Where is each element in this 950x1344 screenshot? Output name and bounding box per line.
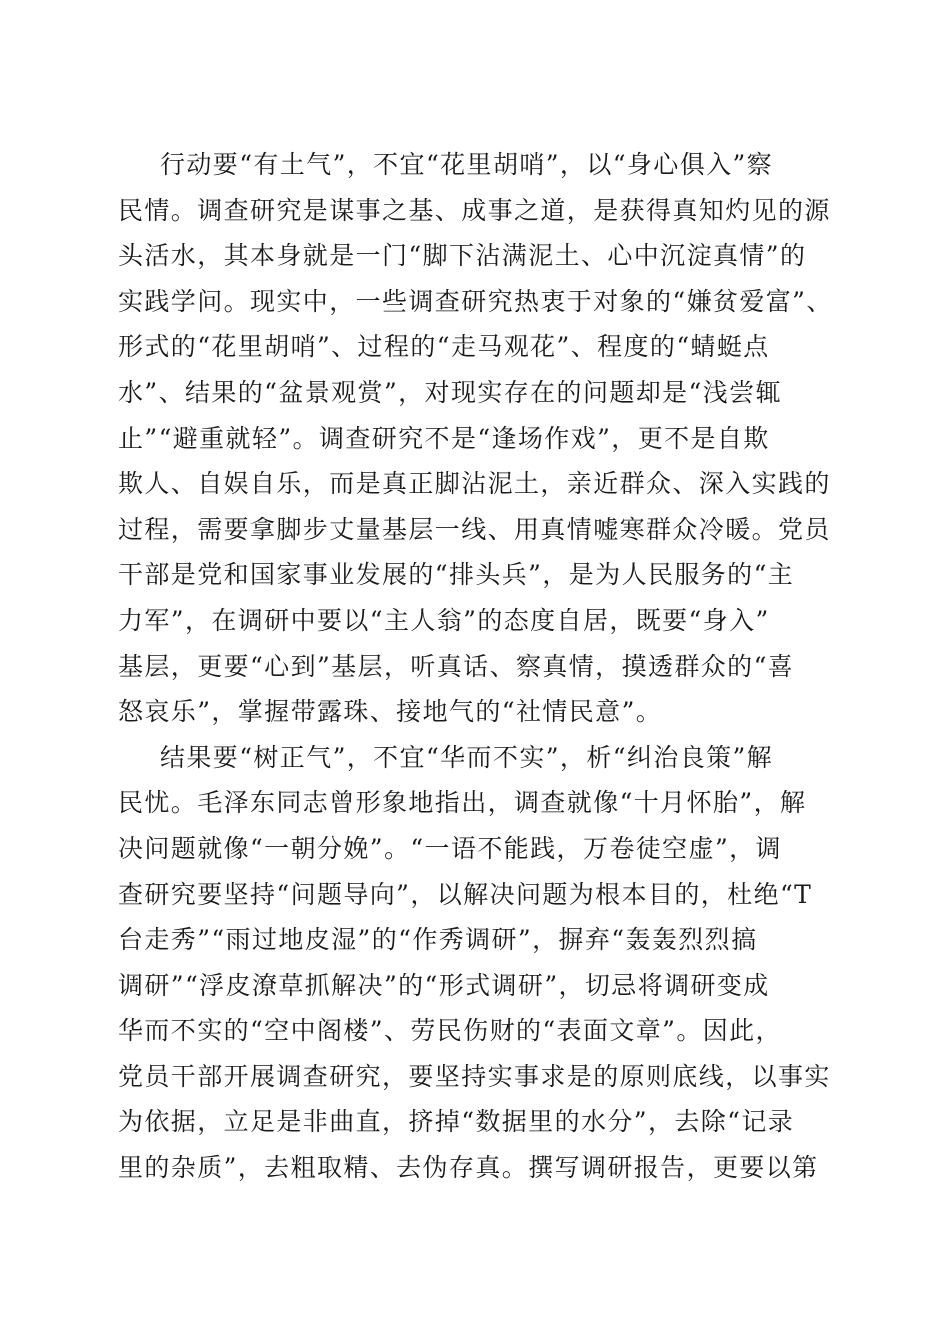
paragraph-line: 行动要“有土气”，不宜“花里胡哨”，以“身心俱入”察 <box>160 150 774 179</box>
paragraph-line: 怒哀乐”，掌握带露珠、接地气的“社情民意”。 <box>118 697 663 727</box>
body-text <box>118 142 832 1191</box>
paragraph-line: 里的杂质”，去粗取精、去伪存真。撰写调研报告，更要以第 <box>118 1153 819 1183</box>
paragraph-line: 民忧。毛泽东同志曾形象地指出，调查就像“十月怀胎”，解 <box>118 788 807 818</box>
paragraph-line: 华而不实的“空中阁楼”、劳民伤财的“表面文章”。因此， <box>118 1016 782 1046</box>
paragraph-line: 查研究要坚持“问题导向”，以解决问题为根本目的，杜绝“T <box>118 879 813 909</box>
paragraph-line: 欺人、自娱自乐，而是真正脚沾泥土，亲近群众、深入实践的 <box>118 469 831 499</box>
paragraph-line: 为依据，立足是非曲直，挤掉“数据里的水分”，去除“记录 <box>118 1107 795 1137</box>
paragraph-line: 力军”，在调研中要以“主人翁”的态度自居，既要“身入” <box>118 605 770 635</box>
paragraph-line: 台走秀”“雨过地皮湿”的“作秀调研”，摒弃“轰轰烈烈搞 <box>118 925 758 955</box>
paragraph-line: 过程，需要拿脚步丈量基层一线、用真情嘘寒群众冷暖。党员 <box>118 514 831 544</box>
paragraph-line: 民情。调查研究是谋事之基、成事之道，是获得真知灼见的源 <box>118 195 831 225</box>
paragraph-line: 结果要“树正气”，不宜“华而不实”，析“纠治良策”解 <box>160 742 774 772</box>
paragraph-line: 形式的“花里胡哨”、过程的“走马观花”、程度的“蜻蜓点 <box>118 332 770 362</box>
paragraph-2 <box>118 735 832 1191</box>
paragraph-line: 实践学问。现实中，一些调查研究热衷于对象的“嫌贫爱富”、 <box>118 286 833 316</box>
paragraph-line: 决问题就像“一朝分娩”。“一语不能践，万卷徒空虚”，调 <box>118 833 782 863</box>
paragraph-line: 水”、结果的“盆景观赏”，对现实存在的问题却是“浅尝辄 <box>118 377 782 407</box>
paragraph-line: 调研”“浮皮潦草抓解决”的“形式调研”，切忌将调研变成 <box>118 970 770 1000</box>
paragraph-line: 干部是党和国家事业发展的“排头兵”，是为人民服务的“主 <box>118 560 795 590</box>
paragraph-line: 止”“避重就轻”。调查研究不是“逢场作戏”，更不是自欺 <box>118 423 770 453</box>
paragraph-line: 党员干部开展调查研究，要坚持实事求是的原则底线，以事实 <box>118 1061 831 1091</box>
paragraph-line: 基层，更要“心到”基层，听真话、察真情，摸透群众的“喜 <box>118 651 795 681</box>
paragraph-1 <box>118 142 832 735</box>
paragraph-line: 头活水，其本身就是一门“脚下沾满泥土、心中沉淀真情”的 <box>118 241 807 271</box>
